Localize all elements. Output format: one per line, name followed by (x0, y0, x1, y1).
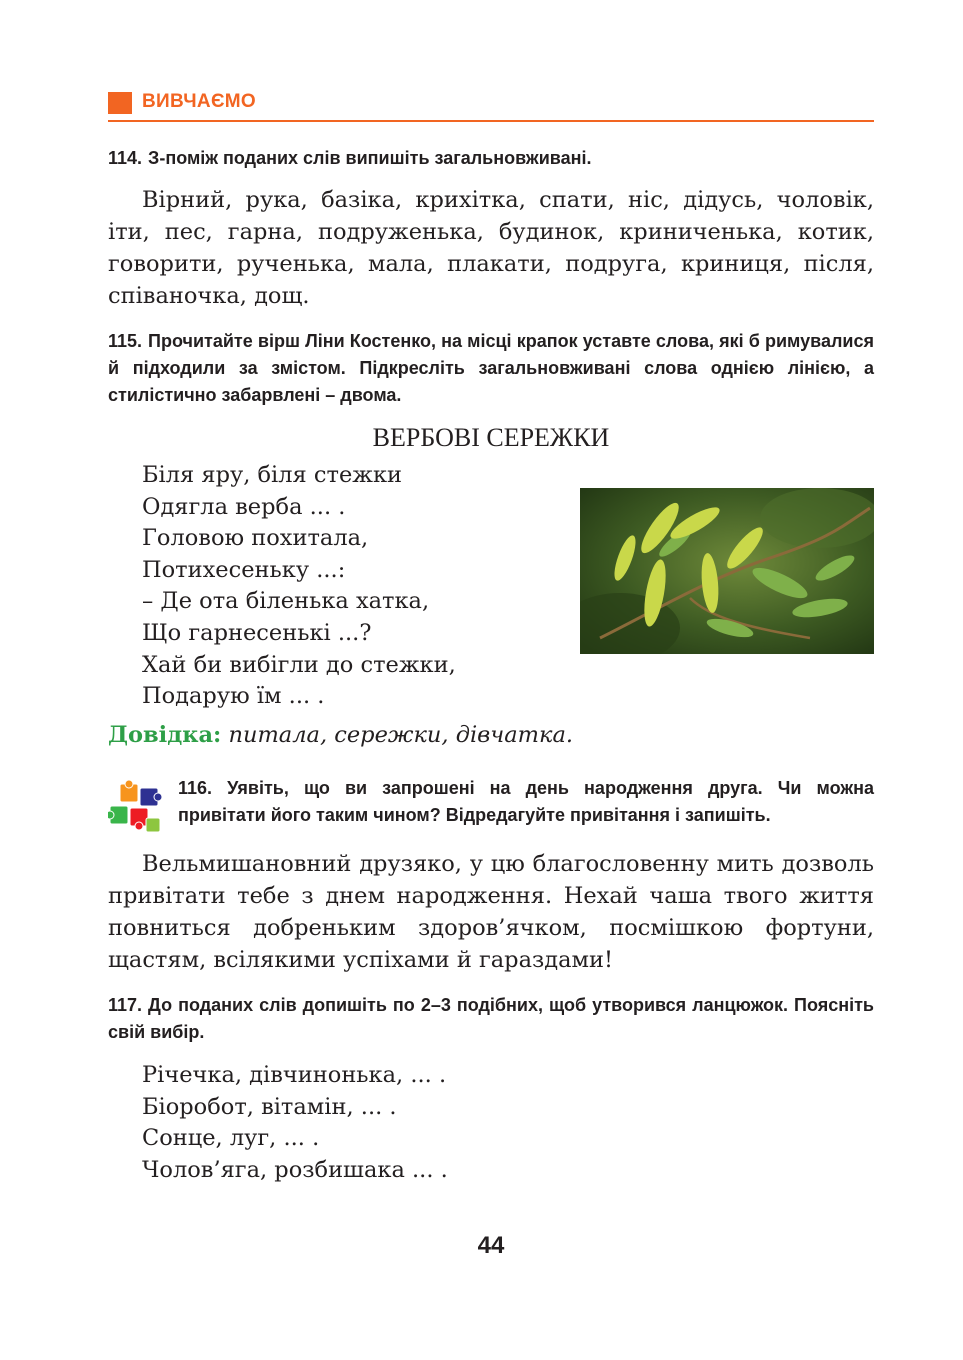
poem-line: Біля яру, біля стежки (142, 462, 403, 488)
task-instruction-line-2: привітати його таким чином? Відредагуйте привітання і запишіть. (178, 805, 771, 825)
willow-catkins-photo (580, 488, 874, 654)
reference-key: Довідка: (108, 722, 222, 748)
poem-line: Подарую їм ... . (142, 683, 325, 710)
task-117 (108, 992, 874, 1046)
section-label: ВИВЧАЄМО (142, 91, 256, 112)
header-rule (108, 120, 874, 122)
task-114 (108, 145, 874, 172)
task-116 (178, 775, 874, 829)
section-header (108, 90, 874, 122)
word-list: Вірний, рука, базіка, крихітка, спати, ніс, дідусь, чоловік, іти, пес, гарна, подруженька, будинок, криниченька, котик, говорити, рученька, мала, плакати, подруга, криниця, після, співаночка, дощ. (108, 187, 874, 309)
word-chain-line: Сонце, луг, ... . (142, 1125, 320, 1152)
word-chain-line: Чолов’яга, розбишака ... . (142, 1156, 448, 1183)
poem-line: Хай би вибігли до стежки, (142, 651, 456, 678)
page-number: 44 (477, 1232, 505, 1259)
task-114-body (108, 184, 874, 312)
task-instruction: Прочитайте вірш Ліни Костенко, на місці крапок уставте слова, які б римувалися й підходили за змістом. Підкресліть загальновживані слова однією лінією, а стилістично забарвлені – двома. (108, 331, 874, 405)
poem (142, 460, 456, 713)
poem-line: Що гарнесенькі ...? (142, 619, 372, 646)
word-chains (142, 1060, 448, 1186)
reference-note (108, 722, 573, 748)
poem-line: – Де ота біленька хатка, (142, 588, 430, 615)
poem-line: Одягла верба ... . (142, 493, 346, 520)
reference-value: питала, сережки, дівчатка. (228, 722, 574, 748)
poem-title: ВЕРБОВІ СЕРЕЖКИ (372, 423, 610, 452)
word-chain-line: Річечка, дівчинонька, ... . (142, 1062, 447, 1088)
task-number: 115. (108, 331, 143, 351)
word-chain-line: Біоробот, вітамін, ... . (142, 1093, 397, 1120)
task-instruction: З-поміж поданих слів випишіть загальновживані. (148, 148, 592, 168)
task-number: 117. (108, 995, 143, 1015)
poem-line: Головою похитала, (142, 525, 369, 552)
section-marker-icon (108, 92, 132, 114)
task-115 (108, 328, 874, 409)
task-number: 116. (178, 778, 213, 798)
task-instruction-line-1: Уявіть, що ви запрошені на день народження друга. Чи можна (227, 778, 874, 798)
puzzle-icon (108, 780, 166, 840)
task-instruction: До поданих слів допишіть по 2–3 подібних, щоб утворився ланцюжок. Поясніть свій вибір. (108, 995, 874, 1042)
poem-line: Потихесеньку ...: (142, 556, 346, 583)
greeting-text: Вельмишановний друзяко, у цю благословенну мить дозволь привітати тебе з днем народження. Нехай чаша твого життя повниться добреньким здоров’ячком, посмішкою фортуни, щастям, всілякими успіхами й гараздами! (108, 851, 874, 973)
task-number: 114. (108, 148, 143, 168)
task-116-body (108, 848, 874, 976)
